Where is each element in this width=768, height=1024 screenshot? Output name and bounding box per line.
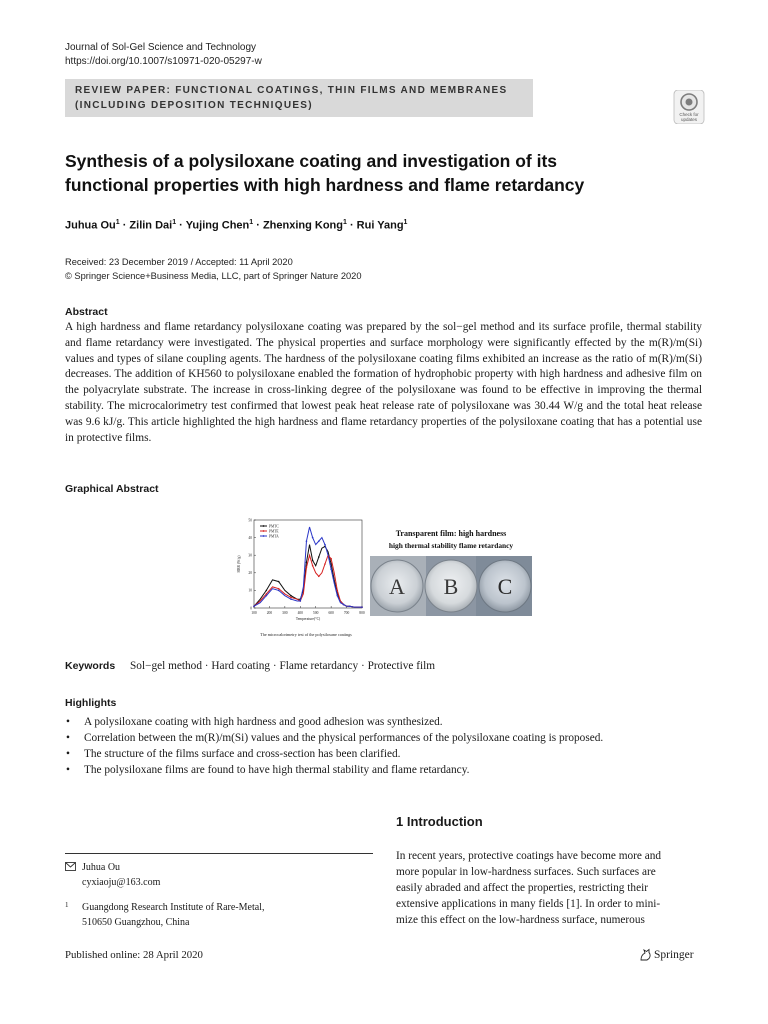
series-point xyxy=(253,605,255,607)
film-label-b: B xyxy=(443,574,459,599)
keyword: Sol−gel method xyxy=(130,660,202,672)
series-point xyxy=(306,567,308,569)
series-point xyxy=(312,560,314,562)
author-separator: · xyxy=(176,219,186,232)
series-point xyxy=(306,561,308,563)
series-line-pmte xyxy=(254,555,362,607)
x-axis-label: Temperature(°C) xyxy=(295,617,321,621)
y-tick-label: 10 xyxy=(248,588,252,593)
published-date: Published online: 28 April 2020 xyxy=(65,949,203,961)
series-point xyxy=(361,606,363,608)
bullet: • xyxy=(66,764,70,776)
series-point xyxy=(324,544,326,546)
author-affiliation-mark: 1 xyxy=(403,219,408,226)
legend-label: PMTE xyxy=(269,529,279,534)
author-name[interactable]: Juhua Ou xyxy=(65,219,116,232)
series-point xyxy=(312,565,314,567)
title-line-1: Synthesis of a polysiloxane coating and investigation of its xyxy=(65,151,558,171)
article-dates xyxy=(65,255,362,283)
badge-line-2: updates xyxy=(680,117,698,122)
author-name[interactable]: Rui Yang xyxy=(356,219,404,232)
highlight-item xyxy=(65,714,705,730)
check-for-updates-icon xyxy=(672,90,706,124)
journal-header xyxy=(65,41,262,69)
title-line-2: functional properties with high hardness and flame retardancy xyxy=(65,175,585,195)
author-affiliation-mark: 1 xyxy=(249,219,254,226)
series-point xyxy=(290,595,292,597)
legend-marker xyxy=(263,530,265,532)
x-tick-label: 600 xyxy=(328,611,334,615)
springer-logo xyxy=(639,948,694,961)
x-tick-label: 400 xyxy=(297,611,303,615)
author-affiliation-mark: 1 xyxy=(172,219,177,226)
springer-horse-icon xyxy=(639,948,652,961)
keywords-label: Keywords xyxy=(65,660,116,672)
paper-title xyxy=(65,149,705,197)
affiliation-number: 1 xyxy=(65,901,69,909)
hrr-chart xyxy=(232,516,368,640)
keyword-separator: · xyxy=(201,660,212,672)
y-tick-label: 20 xyxy=(248,571,252,576)
intro-line: easily abraded and affect the properties, restricting their xyxy=(396,882,648,894)
series-point xyxy=(306,540,308,542)
abstract-text: A high hardness and flame retardancy polysiloxane coating was prepared by the sol−gel method and its surface profile, thermal stability and flame retardancy were investigated. The physical properties and surface morphology were significantly effected by the m(R)/m(Si) values and types of silane coupling agents. The hardness of the polysiloxane coating films exhibited an increase as the ratio of m(R)/m(Si) decreases. The addition of KH560 to polysiloxane enabled the formation of hydrophobic property with high hardness and adhesive film on the polyacrylate substrate. The increase in cross-linking degree of the polysiloxane was found to be effective in improving the thermal stability. The microcalorimetry test confirmed that lowest peak heat release rate of polysiloxane was 30.44 W/g and the total heat release was 9.6 kJ/g. This article highlighted the high hardness and flame retardancy properties of the polysiloxane coating that has a potential use in protective films. xyxy=(65,321,702,444)
corresponding-author: Juhua Ou xyxy=(82,862,121,873)
series-point xyxy=(290,598,292,600)
author-separator: · xyxy=(346,219,357,232)
badge-line-1: Check for xyxy=(679,112,699,117)
bullet: • xyxy=(66,732,70,744)
graphical-abstract-heading: Graphical Abstract xyxy=(65,483,159,495)
y-tick-label: 50 xyxy=(248,518,252,523)
keywords xyxy=(65,660,435,672)
keyword: Protective film xyxy=(367,660,436,672)
series-point xyxy=(290,597,292,599)
footnote-divider xyxy=(65,853,373,854)
series-point xyxy=(349,605,351,607)
highlight-text: A polysiloxane coating with high hardness and good adhesion was synthesized. xyxy=(84,716,443,728)
bullet: • xyxy=(66,716,70,728)
intro-line: extensive applications in many fields [1]. In order to mini- xyxy=(396,898,661,910)
article-type-banner xyxy=(65,79,533,117)
introduction-heading: 1 Introduction xyxy=(396,814,483,829)
photo-title-line-2: high thermal stability flame retardancy xyxy=(388,541,514,550)
affiliation-line-1: Guangdong Research Institute of Rare-Metal, xyxy=(82,902,265,913)
banner-line-1: REVIEW PAPER: FUNCTIONAL COATINGS, THIN FILMS AND MEMBRANES xyxy=(75,85,508,96)
author-affiliation-mark: 1 xyxy=(342,219,347,226)
doi-link[interactable]: https://doi.org/10.1007/s10971-020-05297-w xyxy=(65,56,262,67)
author-name[interactable]: Yujing Chen xyxy=(185,219,250,232)
corresponding-email[interactable]: cyxiaoju@163.com xyxy=(82,877,161,888)
highlight-item xyxy=(65,730,705,746)
highlights-list xyxy=(65,714,705,778)
springer-wordmark: Springer xyxy=(654,948,694,961)
x-tick-label: 700 xyxy=(343,611,350,615)
series-point xyxy=(337,590,339,592)
keyword: Flame retardancy xyxy=(279,660,359,672)
highlight-text: The polysiloxane films are found to have high thermal stability and flame retardancy. xyxy=(84,764,470,776)
photo-title-line-1: Transparent film: high hardness xyxy=(395,529,507,538)
series-point xyxy=(312,537,314,539)
film-label-c: C xyxy=(497,574,513,599)
bullet: • xyxy=(66,748,70,760)
series-point xyxy=(318,556,320,558)
hrr-chart-svg xyxy=(232,516,368,640)
x-tick-label: 100 xyxy=(251,611,257,615)
envelope-icon xyxy=(65,861,76,876)
y-tick-label: 30 xyxy=(248,553,252,558)
series-point xyxy=(266,595,268,597)
author-list xyxy=(65,219,407,232)
series-line-pmtc xyxy=(254,545,362,607)
series-point xyxy=(318,540,320,542)
check-for-updates-badge[interactable] xyxy=(672,90,706,124)
intro-line: more popular in low-hardness surfaces. Such surfaces are xyxy=(396,866,656,878)
series-point xyxy=(337,595,339,597)
film-photo xyxy=(370,524,532,616)
received-accepted: Received: 23 December 2019 / Accepted: 11 April 2020 xyxy=(65,257,293,267)
introduction-text xyxy=(396,848,702,928)
y-tick-label: 0 xyxy=(250,606,252,611)
x-tick-label: 800 xyxy=(359,611,365,615)
legend-label: PMTA xyxy=(269,534,279,539)
highlights-heading: Highlights xyxy=(65,697,117,709)
author-name[interactable]: Zilin Dai xyxy=(129,219,173,232)
series-point xyxy=(330,568,332,570)
x-tick-label: 500 xyxy=(313,611,319,615)
highlight-text: Correlation between the m(R)/m(Si) values and the physical performances of the polysiloxane coating is proposed. xyxy=(84,732,604,744)
keyword-separator: · xyxy=(270,660,280,672)
series-point xyxy=(278,581,280,583)
author-separator: · xyxy=(253,219,263,232)
legend-marker xyxy=(263,525,265,527)
banner-line-2: (INCLUDING DEPOSITION TECHNIQUES) xyxy=(75,100,313,111)
highlight-item xyxy=(65,762,705,778)
series-point xyxy=(266,590,268,592)
series-point xyxy=(324,563,326,565)
series-line-pmta xyxy=(254,527,362,607)
series-point xyxy=(343,604,345,606)
abstract-heading: Abstract xyxy=(65,306,108,318)
keyword: Hard coating xyxy=(211,660,271,672)
legend-label: PMTC xyxy=(269,524,279,529)
intro-line: In recent years, protective coatings have become more and xyxy=(396,850,662,862)
copyright-notice: © Springer Science+Business Media, LLC, part of Springer Nature 2020 xyxy=(65,271,362,281)
legend-marker xyxy=(263,535,265,537)
affiliation-line-2: 510650 Guangzhou, China xyxy=(82,917,190,928)
film-label-a: A xyxy=(389,574,405,599)
film-photo-svg xyxy=(370,524,532,616)
intro-line: mize this effect on the low-hardness surface, numerous xyxy=(396,914,645,926)
author-separator: · xyxy=(119,219,130,232)
x-tick-label: 200 xyxy=(266,611,273,615)
series-point xyxy=(299,600,301,602)
journal-name: Journal of Sol-Gel Science and Technology xyxy=(65,42,257,53)
series-point xyxy=(278,588,280,590)
y-tick-label: 40 xyxy=(248,535,252,540)
series-point xyxy=(330,558,332,560)
author-name[interactable]: Zhenxing Kong xyxy=(262,219,343,232)
author-affiliation-mark: 1 xyxy=(115,219,120,226)
keyword-separator: · xyxy=(358,660,368,672)
x-tick-label: 300 xyxy=(282,611,288,615)
series-point xyxy=(278,590,280,592)
y-axis-label: HRR (W/g) xyxy=(237,555,241,573)
highlight-item xyxy=(65,746,705,762)
series-point xyxy=(318,576,320,578)
highlight-text: The structure of the films surface and cross-section has been clarified. xyxy=(84,748,401,760)
chart-caption: The microcalorimetry test of the polysiloxane coatings xyxy=(260,632,352,637)
